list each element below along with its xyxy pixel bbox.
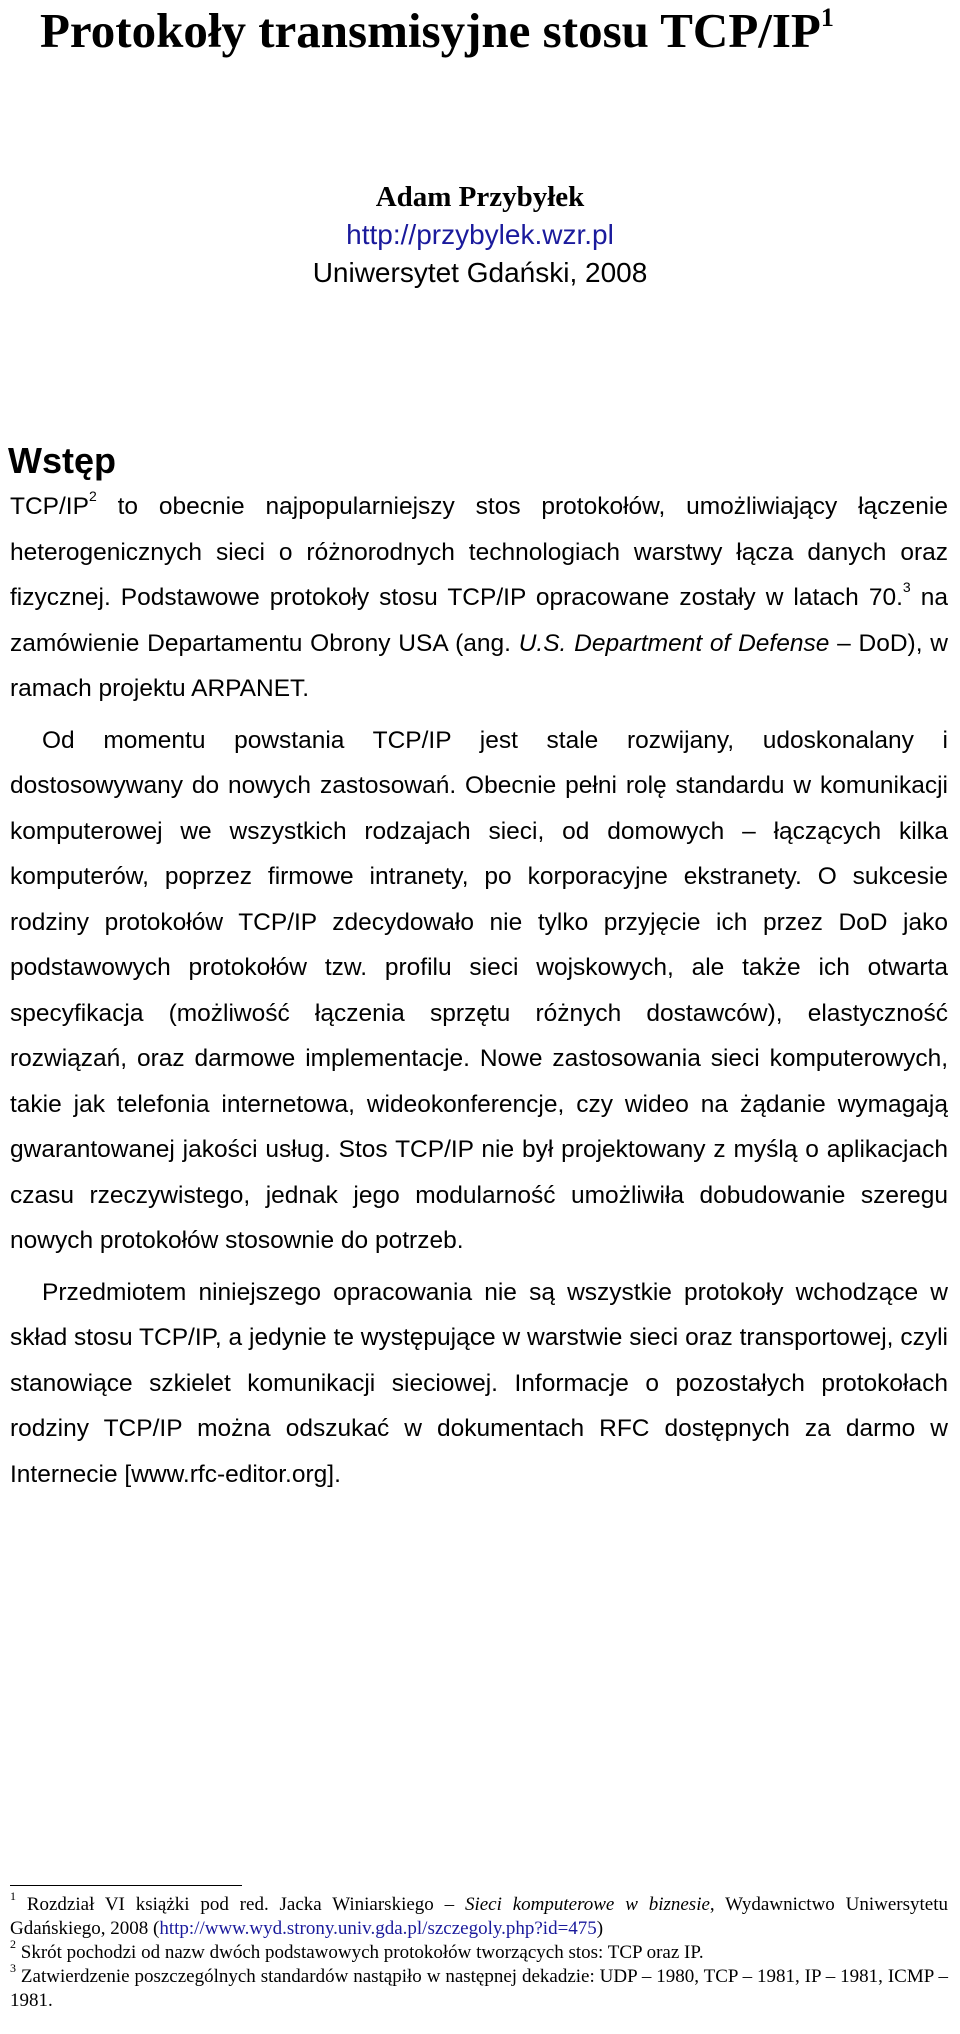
paragraph-1 [10,484,948,712]
paper-title-text: Protokoły transmisyjne stosu TCP/IP [40,3,821,58]
footnote-1-text-b: , Wydawnictwo Uniwersytetu Gdańskiego, 2008 ( [10,1894,948,1939]
footnote-1-link[interactable]: http://www.wyd.strony.univ.gda.pl/szczegoly.php?id=475 [159,1918,597,1939]
footnote-2 [10,1936,948,1965]
p1-text-c: na zamówienie Departamentu Obrony USA (ang. [10,584,948,657]
footnote-2-text: Skrót pochodzi od nazw dwóch podstawowych protokołów tworzących stos: TCP oraz IP. [16,1942,704,1963]
body-text [10,484,948,1497]
p1-text-d: – DoD), w ramach projektu ARPANET. [10,629,948,702]
footnote-1 [10,1888,948,1941]
title-footnote-mark[interactable]: 1 [820,2,834,32]
footnote-1-mark: 1 [10,1888,16,1903]
footnote-3-mark: 3 [10,1960,16,1975]
footnote-3-text: Zatwierdzenie poszczególnych standardów nastąpiło w następnej dekadzie: UDP – 1980, TCP – 1981, IP – 1981, ICMP – 1981. [10,1966,948,2011]
footnotes [10,1888,948,2013]
footnote-ref-2[interactable]: 2 [88,487,97,504]
footnote-3 [10,1960,948,2013]
footnote-1-text-c: ) [596,1918,604,1939]
p1-italic-term: U.S. Department of Defense [518,629,830,657]
p1-text-a: TCP/IP [10,493,89,520]
author-website-link[interactable]: http://przybylek.wzr.pl [346,219,614,250]
paper-title [40,2,834,59]
section-heading: Wstęp [8,440,116,481]
footnote-ref-3[interactable]: 3 [902,578,911,595]
paragraph-3: Przedmiotem niniejszego opracowania nie są wszystkie protokoły wchodzące w skład stosu TCP/IP, a jedynie te występujące w warstwie sieci oraz transportowej, czyli stanowiące szkielet komunikacji sieciowej. Informacje o pozostałych protokołach rodziny TCP/IP można odszukać w dokumentach RFC dostępnych za darmo w Internecie [www.rfc-editor.org]. [10,1278,948,1488]
paragraph-2: Od momentu powstania TCP/IP jest stale rozwijany, udoskonalany i dostosowywany do nowych zastosowań. Obecnie pełni rolę standardu w komunikacji komputerowej we wszystkich rodzajach sieci, od domowych – łączących kilka komputerów, poprzez firmowe intranety, po korporacyjne ekstranety. O sukcesie rodziny protokołów TCP/IP zdecydowało nie tylko przyjęcie ich przez DoD jako podstawowych protokołów tzw. profilu sieci wojskowych, ale także ich otwarta specyfikacja (możliwość łączenia sprzętu różnych dostawców), elastyczność rozwiązań, oraz darmowe implementacje. Nowe zastosowania sieci komputerowych, takie jak telefonia internetowa, wideokonferencje, czy wideo na żądanie wymagają gwarantowanej jakości usług. Stos TCP/IP nie był projektowany z myślą o aplikacjach czasu rzeczywistego, jednak jego modularność umożliwiła dobudowanie szeregu nowych protokołów stosownie do potrzeb. [10,726,948,1254]
author-block [0,178,960,292]
author-name: Adam Przybyłek [375,181,585,213]
p1-text-b: to obecnie najpopularniejszy stos protokołów, umożliwiający łączenie heterogenicznych sieci o różnorodnych technologiach warstwy łącza danych oraz fizycznej. Podstawowe protokoły stosu TCP/IP opracowane zostały w latach 70. [10,493,948,611]
footnote-2-mark: 2 [10,1936,16,1951]
author-affiliation: Uniwersytet Gdański, 2008 [312,257,648,288]
footnote-1-text-a: Rozdział VI książki pod red. Jacka Winiarskiego – [16,1894,465,1915]
footnote-1-book-title: Sieci komputerowe w biznesie [464,1894,710,1915]
footnote-divider [10,1885,242,1886]
